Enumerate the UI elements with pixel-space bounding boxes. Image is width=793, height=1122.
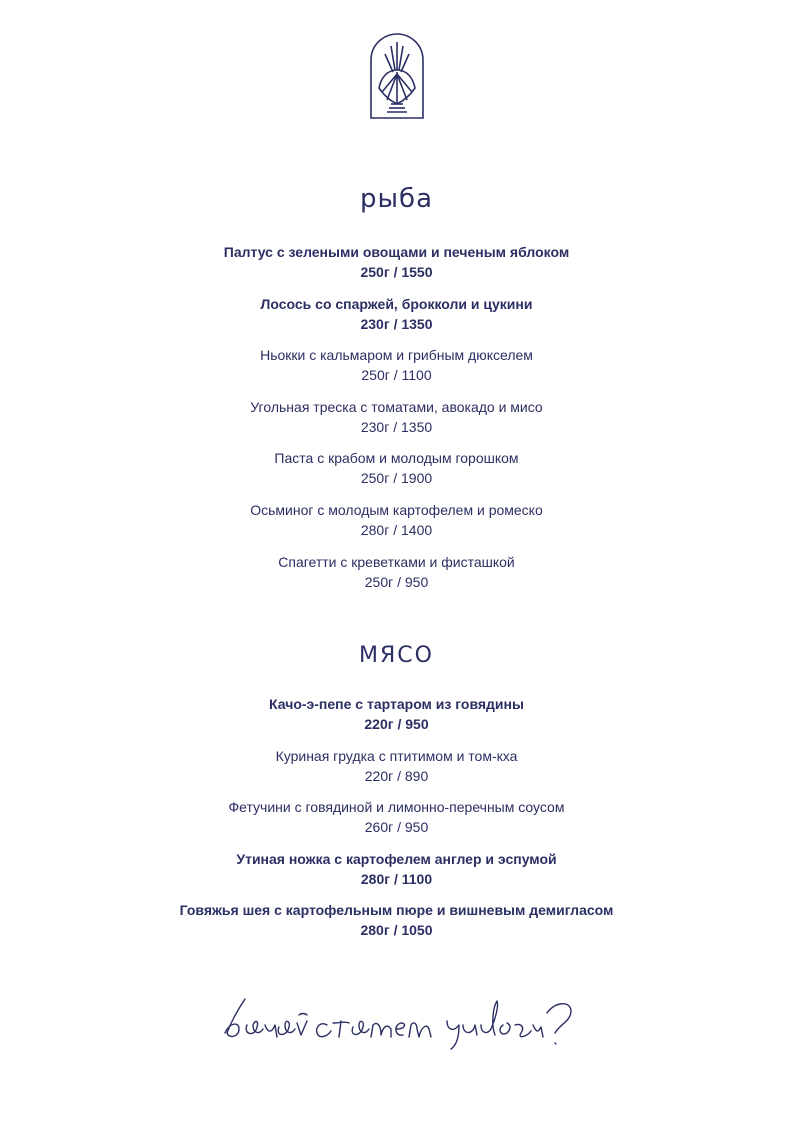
menu-list-meat <box>0 694 793 952</box>
menu-item <box>0 500 793 552</box>
menu-item <box>0 294 793 346</box>
dish-name: Фетучини с говядиной и лимонно-перечным соусом <box>228 799 565 816</box>
handwritten-signature <box>215 985 585 1055</box>
shell-emblem-icon <box>367 30 427 122</box>
menu-item <box>0 397 793 449</box>
section-title-fish: рыба <box>360 184 433 214</box>
dish-price: 230г / 1350 <box>360 418 433 435</box>
dish-price: 230г / 1350 <box>360 315 433 332</box>
dish-price: 250г / 1100 <box>361 367 432 384</box>
dish-name: Утиная ножка с картофелем англер и эспумой <box>236 850 557 867</box>
dish-price: 250г / 1550 <box>360 264 433 280</box>
menu-item <box>0 552 793 604</box>
dish-name: Палтус с зелеными овощами и печеным яблоком <box>223 244 570 260</box>
dish-price: 250г / 1900 <box>360 470 433 487</box>
menu-item <box>0 242 793 294</box>
menu-item <box>0 900 793 952</box>
dish-price: 220г / 950 <box>364 716 429 732</box>
dish-name: Спагетти с креветками и фисташкой <box>278 553 515 570</box>
dish-name: Лосось со спаржей, брокколи и цукини <box>260 295 533 312</box>
dish-price: 260г / 950 <box>364 819 429 836</box>
dish-price: 280г / 1400 <box>360 521 433 538</box>
dish-price: 280г / 1050 <box>360 922 433 939</box>
section-title-meat: МЯСО <box>359 643 434 668</box>
dish-name: Говяжья шея с картофельным пюре и вишневым демигласом <box>179 902 614 919</box>
menu-item <box>0 797 793 849</box>
dish-name: Качо-э-пепе с тартаром из говядины <box>269 696 524 712</box>
menu-item <box>0 694 793 746</box>
dish-name: Куриная грудка с птитимом и том-кха <box>275 747 518 764</box>
menu-item <box>0 448 793 500</box>
dish-price: 280г / 1100 <box>360 870 433 887</box>
dish-name: Ньокки с кальмаром и грибным дюкселем <box>260 347 533 364</box>
dish-name: Паста с крабом и молодым горошком <box>274 450 519 467</box>
menu-item <box>0 849 793 901</box>
dish-price: 220г / 890 <box>364 767 429 784</box>
dish-name: Осьминог с молодым картофелем и ромеско <box>250 501 543 518</box>
dish-price: 250г / 950 <box>364 573 429 590</box>
dish-name: Угольная треска с томатами, авокадо и мисо <box>250 398 543 415</box>
menu-item <box>0 345 793 397</box>
menu-item <box>0 746 793 798</box>
menu-list-fish <box>0 242 793 603</box>
